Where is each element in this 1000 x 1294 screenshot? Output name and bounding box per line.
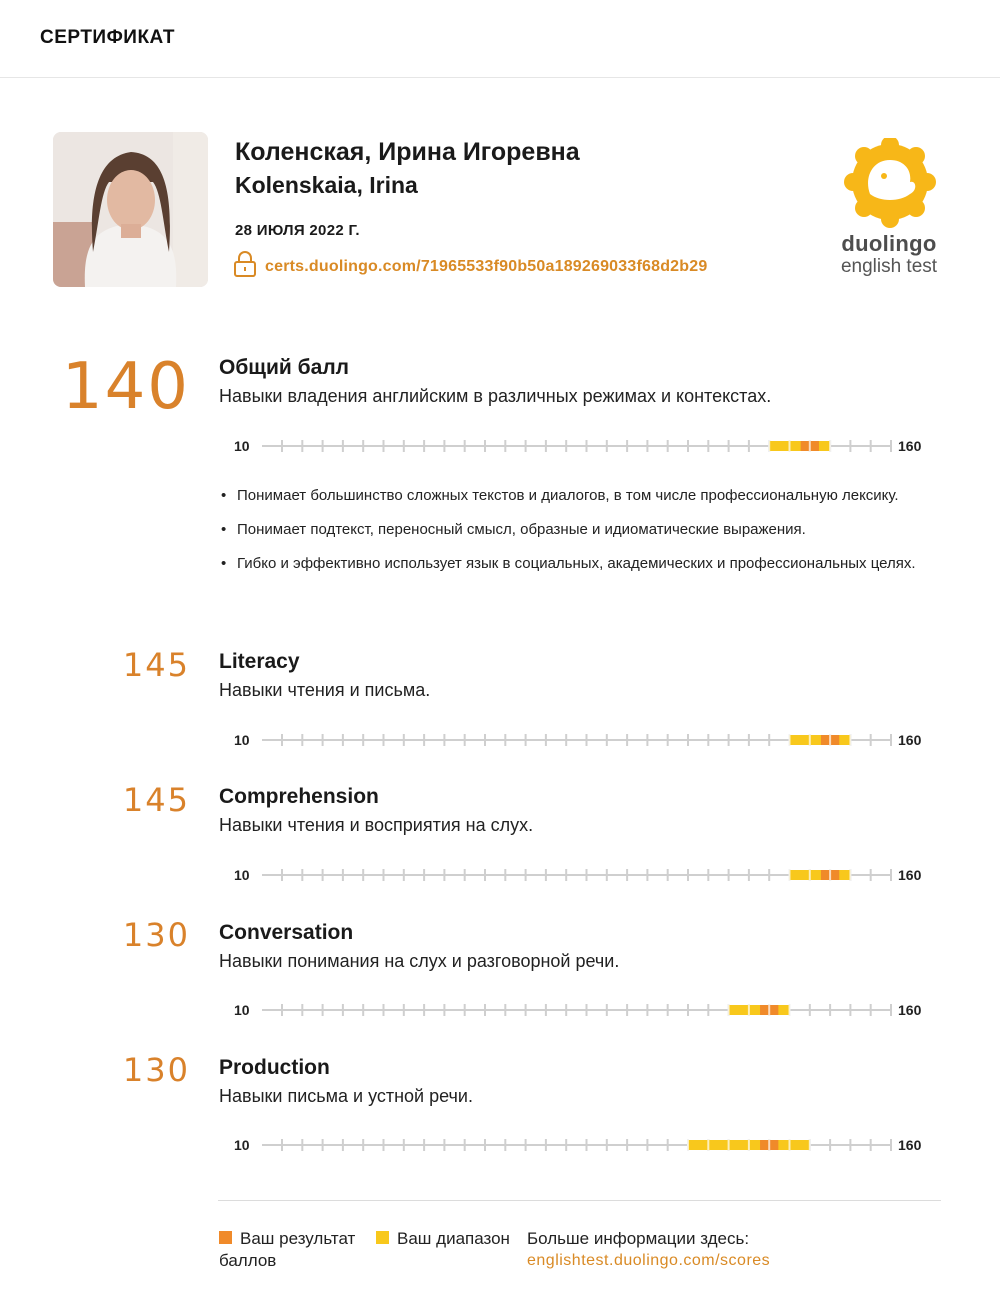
scale-min-label: 10 <box>234 732 250 748</box>
duolingo-logo <box>830 138 950 283</box>
logo-subtitle: english test <box>840 256 938 277</box>
literacy-title: Literacy <box>219 650 300 673</box>
legend-more-info <box>527 1228 770 1272</box>
production-scale-graphic <box>234 1133 934 1157</box>
scale-min-label: 10 <box>234 1002 250 1018</box>
candidate-name-ru: Коленская, Ирина Игоревна <box>235 138 580 166</box>
score-square-icon <box>219 1231 232 1244</box>
conversation-description: Навыки понимания на слух и разговорной речи. <box>219 951 620 971</box>
overall-title: Общий балл <box>219 356 350 379</box>
legend-range <box>376 1228 510 1250</box>
scale-max-label: 160 <box>898 867 922 883</box>
conversation-score: 130 <box>122 916 190 954</box>
scale-max-label: 160 <box>898 1137 922 1153</box>
scale-min-label: 10 <box>234 1137 250 1153</box>
range-bar <box>729 1005 790 1015</box>
footer-divider <box>218 1200 941 1201</box>
overall-score: 140 <box>61 350 190 424</box>
certificate-date: 28 ИЮЛЯ 2022 Г. <box>235 222 360 239</box>
literacy-scale-graphic <box>234 728 934 752</box>
certificate-link[interactable] <box>233 250 707 283</box>
scale-max-label: 160 <box>898 732 922 748</box>
production-score-scale <box>234 1133 934 1157</box>
bullet-item: • Гибко и эффективно использует язык в социальных, академических и профессиональных целях. <box>219 554 939 574</box>
range-bar <box>790 870 851 880</box>
literacy-score-scale <box>234 728 934 752</box>
top-bar <box>0 0 1000 78</box>
scale-min-label: 10 <box>234 867 250 883</box>
range-bar <box>769 441 830 451</box>
logo-wordmark: duolingo <box>841 231 937 256</box>
scale-min-label: 10 <box>234 438 250 454</box>
production-description: Навыки письма и устной речи. <box>219 1086 473 1106</box>
duolingo-badge-icon <box>830 138 950 230</box>
range-square-icon <box>376 1231 389 1244</box>
production-score: 130 <box>122 1051 190 1089</box>
comprehension-scale-graphic <box>234 863 934 887</box>
candidate-name-en: Kolenskaia, Irina <box>235 172 418 198</box>
bullet-item: • Понимает большинство сложных текстов и диалогов, в том числе профессиональную лексику. <box>219 486 939 506</box>
comprehension-description: Навыки чтения и восприятия на слух. <box>219 815 534 835</box>
conversation-scale-graphic <box>234 998 934 1022</box>
candidate-photo <box>53 132 208 287</box>
page-title: СЕРТИФИКАТ <box>40 27 175 48</box>
conversation-title: Conversation <box>219 921 354 944</box>
comprehension-score-scale <box>234 863 934 887</box>
overall-description: Навыки владения английским в различных режимах и контекстах. <box>219 386 772 406</box>
scale-max-label: 160 <box>898 438 922 454</box>
more-info-label: Больше информации здесь: <box>527 1229 750 1248</box>
comprehension-score: 145 <box>122 781 190 819</box>
legend-score <box>219 1228 364 1272</box>
overall-bullets <box>219 486 939 588</box>
production-title: Production <box>219 1056 330 1079</box>
range-bar <box>790 735 851 745</box>
conversation-score-scale <box>234 998 934 1022</box>
more-info-link[interactable]: englishtest.duolingo.com/scores <box>527 1252 771 1269</box>
bullet-item: • Понимает подтекст, переносный смысл, образные и идиоматические выражения. <box>219 520 939 540</box>
literacy-description: Навыки чтения и письма. <box>219 680 431 700</box>
legend <box>219 1228 979 1278</box>
legend-range-label: Ваш диапазон <box>397 1229 510 1248</box>
overall-scale-graphic <box>234 434 934 458</box>
comprehension-title: Comprehension <box>219 785 379 808</box>
certificate-url[interactable]: certs.duolingo.com/71965533f90b50a189269033f68d2b29 <box>265 257 708 275</box>
legend-score-label: Ваш результат баллов <box>219 1229 356 1270</box>
scale-max-label: 160 <box>898 1002 922 1018</box>
literacy-score: 145 <box>122 646 190 684</box>
lock-icon <box>233 250 257 283</box>
overall-score-scale <box>234 434 934 458</box>
